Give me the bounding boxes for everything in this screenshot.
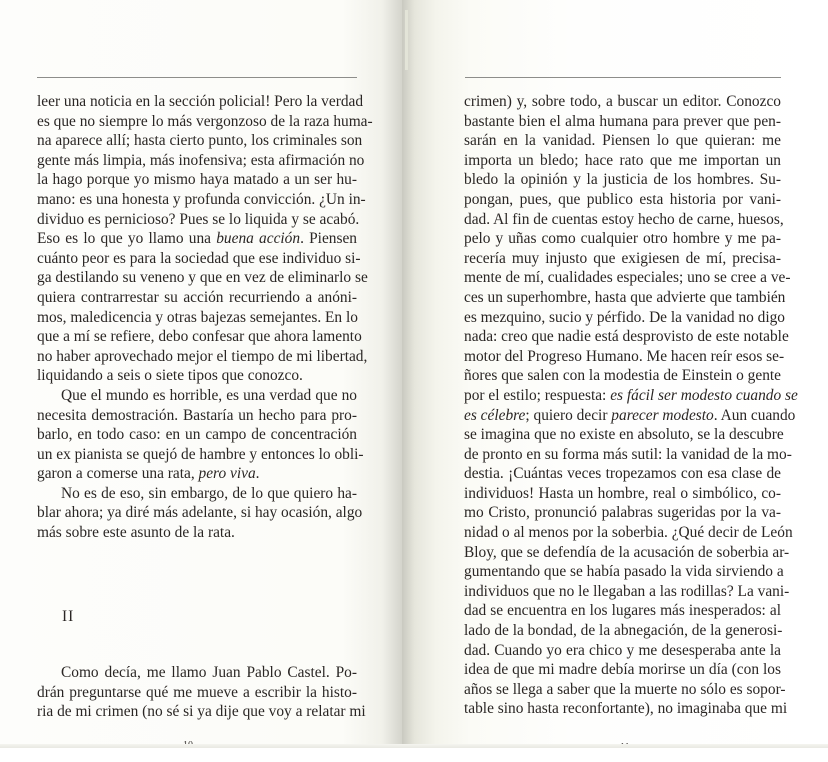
text-run: por el estilo; respuesta: — [464, 386, 611, 404]
right-page-text-block — [464, 92, 798, 719]
text-line: ria de mi crimen (no sé si ya dije que voy a relatar mi — [37, 703, 366, 721]
text-line: bastante bien el alma humana para prever que pen- — [464, 112, 781, 130]
text-line: na aparece allí; hasta cierto punto, los criminales son — [37, 132, 363, 150]
text-line: idea de que mi madre debía morirse un día (con los — [464, 661, 781, 679]
text-line: table sino hasta reconfortante), no imaginaba que mi — [464, 700, 788, 718]
text-line: pongan, pues, que publico esta historia por vani- — [464, 190, 781, 208]
text-line: años se llega a saber que la muerte no sólo es sopor- — [464, 680, 786, 698]
text-run: . — [255, 465, 260, 483]
text-line: ga destilando su veneno y que en vez de eliminarlo se — [37, 269, 368, 287]
text-line: importa un bledo; hace rato que me importan un — [464, 151, 781, 169]
text-line: dad. Cuando yo era chico y me desesperaba ante la — [464, 641, 781, 659]
left-page-text-block-2 — [37, 663, 366, 722]
italic-text: es fácil ser modesto cuando se — [610, 386, 798, 404]
text-line: liquidando a seis o siete tipos que conozco. — [37, 367, 303, 385]
text-line: recería muy injusto que exigiesen de mí, precisa- — [464, 249, 781, 267]
text-line: nidad o al menos por la soberbia. ¿Qué decir de León — [464, 524, 793, 542]
text-line: ces un superhombre, hasta que advierte que también — [464, 288, 786, 306]
text-line: mos, maledicencia y otras bajezas semejantes. En lo — [37, 308, 358, 326]
text-line: motor del Progreso Humano. Me hacen reír esos se- — [464, 347, 785, 365]
text-run: . Aun cuando — [713, 406, 796, 424]
text-run: Eso es lo que yo llamo una — [37, 230, 217, 248]
text-line: lado de la bondad, de la abnegación, de la generosi- — [464, 622, 783, 640]
text-line: más sobre este asunto de la rata. — [37, 524, 235, 542]
text-line: se imagina que no existe en absoluto, se la descubre — [464, 426, 784, 444]
text-run: garon a comerse una rata, — [37, 465, 199, 483]
text-line: No es de eso, sin embargo, de lo que quiero ha- — [61, 484, 357, 502]
text-line: drán preguntarse qué me mueve a escribir la histo- — [37, 683, 357, 701]
italic-text: pero viva — [198, 465, 256, 483]
text-line — [464, 386, 798, 406]
text-line: mano: es una honesta y profunda convicción. ¿Un in- — [37, 190, 366, 208]
text-line — [37, 229, 357, 249]
text-run: ; quiero decir — [525, 406, 612, 424]
text-line: Como decía, me llamo Juan Pablo Castel. Po- — [61, 664, 357, 681]
text-line: leer una noticia en la sección policial! Pero la verdad — [37, 93, 364, 110]
text-line: mente de mí, cualidades especiales; uno se cree a ve- — [464, 269, 791, 287]
text-line: gente más limpia, más inofensiva; esta afirmación no — [37, 151, 365, 169]
text-line: dad se encuentra en los lugares más inesperados: al — [464, 602, 781, 620]
text-line: Que el mundo es horrible, es una verdad que no — [61, 386, 357, 404]
text-line: mo Cristo, pronunció palabras sugeridas por la va- — [464, 504, 781, 522]
text-line — [37, 464, 357, 484]
header-rule-right — [465, 77, 781, 78]
text-line: es mezquino, sucio y pérfido. De la vanidad no digo — [464, 308, 785, 326]
text-line: blar ahora; ya diré más adelante, si hay ocasión, algo — [37, 504, 363, 522]
spine-edge — [405, 10, 408, 70]
chapter-heading: II — [62, 608, 75, 625]
page-bottom-edge — [0, 744, 828, 748]
text-line: bledo la opinión y la justicia de los hombres. Su- — [464, 171, 781, 189]
italic-text: es célebre — [464, 406, 526, 424]
text-line: un ex pianista se quejó de hambre y entonces lo obli- — [37, 445, 364, 463]
text-line: la hago porque yo mismo haya matado a un ser hu- — [37, 171, 357, 189]
text-line: de pronto en su forma más sutil: la vanidad de la mo- — [464, 445, 792, 463]
header-rule-left — [37, 77, 357, 78]
text-line: dividuo es pernicioso? Pues se lo liquida y se acabó. — [37, 210, 360, 228]
text-line: Bloy, que se defendía de la acusación de soberbia ar- — [464, 543, 790, 561]
text-line: que a mí se refiere, debo confesar que ahora lamento — [37, 328, 362, 346]
text-line: individuos! Hasta un hombre, real o simbólico, co- — [464, 484, 781, 502]
text-line: ñores que salen con la modestia de Einstein o gente — [464, 367, 781, 385]
text-line: dad. Al fin de cuentas estoy hecho de carne, huesos, — [464, 210, 784, 228]
text-run: . Piensen — [300, 230, 357, 248]
text-line: cuánto peor es para la sociedad que ese individuo si- — [37, 249, 361, 267]
text-line: es que no siempre lo más vergonzoso de la raza huma- — [37, 112, 373, 130]
text-line: pelo y uñas como cualquier otro hombre y me pa- — [464, 230, 781, 248]
text-line: necesita demostración. Bastaría un hecho para pro- — [37, 406, 357, 424]
left-page-text-block — [37, 92, 373, 543]
text-line: no haber aprovechado mejor el tiempo de mi libertad, — [37, 347, 368, 365]
text-line: barlo, en todo caso: en un campo de concentración — [37, 426, 357, 444]
text-line: gumentando que se había pasado la vida sirviendo a — [464, 563, 784, 581]
text-line: destia. ¡Cuántas veces tropezamos con esa clase de — [464, 465, 781, 483]
italic-text: parecer modesto — [611, 406, 714, 424]
text-line: crimen) y, sobre todo, a buscar un editor. Conozco — [464, 93, 781, 110]
text-line: individuos que no le llegaban a las rodillas? La vani- — [464, 582, 790, 600]
italic-text: buena acción — [216, 230, 301, 248]
text-line: nada: creo que nadie está desprovisto de este notable — [464, 328, 789, 346]
text-line — [464, 406, 796, 426]
left-page — [0, 0, 402, 748]
text-line: sarán en la vanidad. Piensen lo que quieran: me — [464, 132, 781, 150]
text-line: quiera contrarrestar su acción recurriendo a anóni- — [37, 288, 357, 306]
